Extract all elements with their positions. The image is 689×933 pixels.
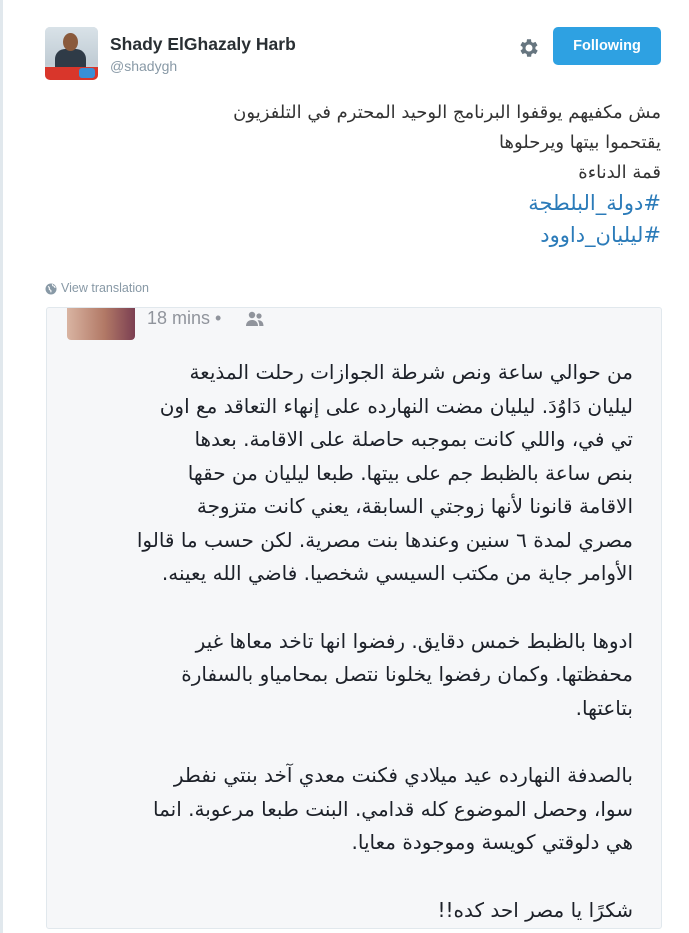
post-line: بتاعتها. [575, 695, 633, 720]
tweet-line: مش مكفيهم يوقفوا البرنامج الوحيد المحترم في التلفزيون [233, 102, 661, 123]
view-translation-label: View translation [61, 281, 150, 295]
post-line: شكرًا يا مصر احد كده!! [437, 897, 633, 922]
post-line: هي دلوقتي كويسة وموجودة معايا. [351, 830, 633, 854]
window-edge [0, 0, 3, 933]
post-body [63, 356, 633, 927]
tweet-text [41, 98, 661, 252]
post-line: بنص ساعة بالظبط جم على بيتها. طبعا ليليان من حقها [187, 460, 633, 485]
post-line: سوا، وحصل الموضوع كله قدامي. البنت طبعا مرعوبة. انما [153, 796, 633, 821]
post-timestamp: 18 mins • [147, 308, 222, 328]
post-line: من حوالي ساعة ونص شرطة الجوازات رحلت المذيعة [189, 360, 633, 384]
post-line: مصري لمدة ٦ سنين وعندها بنت مصرية. لكن حسب ما قالوا [136, 527, 633, 552]
hashtag-link[interactable]: #ليليان_داوود [540, 223, 661, 247]
attached-image[interactable] [46, 307, 662, 929]
user-handle[interactable]: @shadygh [110, 58, 178, 74]
post-avatar-thumbnail [67, 307, 135, 340]
gear-icon[interactable] [517, 36, 541, 60]
post-line: ادوها بالظبط خمس دقايق. رفضوا انها تاخد معاها غير [195, 628, 633, 653]
post-line: تي في، واللي كانت بموجبه حاصلة على الاقامة. بعدها [194, 427, 633, 451]
globe-icon [45, 283, 57, 295]
post-line: الأوامر جاية من مكتب السيسي شخصيا. فاضي الله يعينه. [161, 561, 633, 585]
hashtag-link[interactable]: #دولة_البلطجة [528, 191, 661, 215]
tweet-line: قمة الدناءة [578, 162, 661, 183]
post-line: ليليان دَاوُدَ. ليليان مضت النهارده على إنهاء التعاقد مع اون [159, 393, 633, 418]
following-button[interactable]: Following [553, 27, 661, 65]
post-line: الاقامة قانونا لأنها زوجتي السابقة، يعني كانت متزوجة [196, 494, 633, 518]
post-line: بالصدفة النهارده عيد ميلادي فكنت معدي آخد بنتي نفطر [173, 763, 633, 787]
view-translation-link[interactable] [45, 281, 149, 295]
user-name[interactable]: Shady ElGhazaly Harb [110, 34, 296, 54]
avatar[interactable] [45, 27, 98, 80]
friends-icon [245, 311, 265, 327]
tweet-line: يقتحموا بيتها ويرحلوها [499, 132, 661, 153]
post-line: محفظتها. وكمان رفضوا يخلونا نتصل بمحامياو بالسفارة [181, 662, 633, 686]
